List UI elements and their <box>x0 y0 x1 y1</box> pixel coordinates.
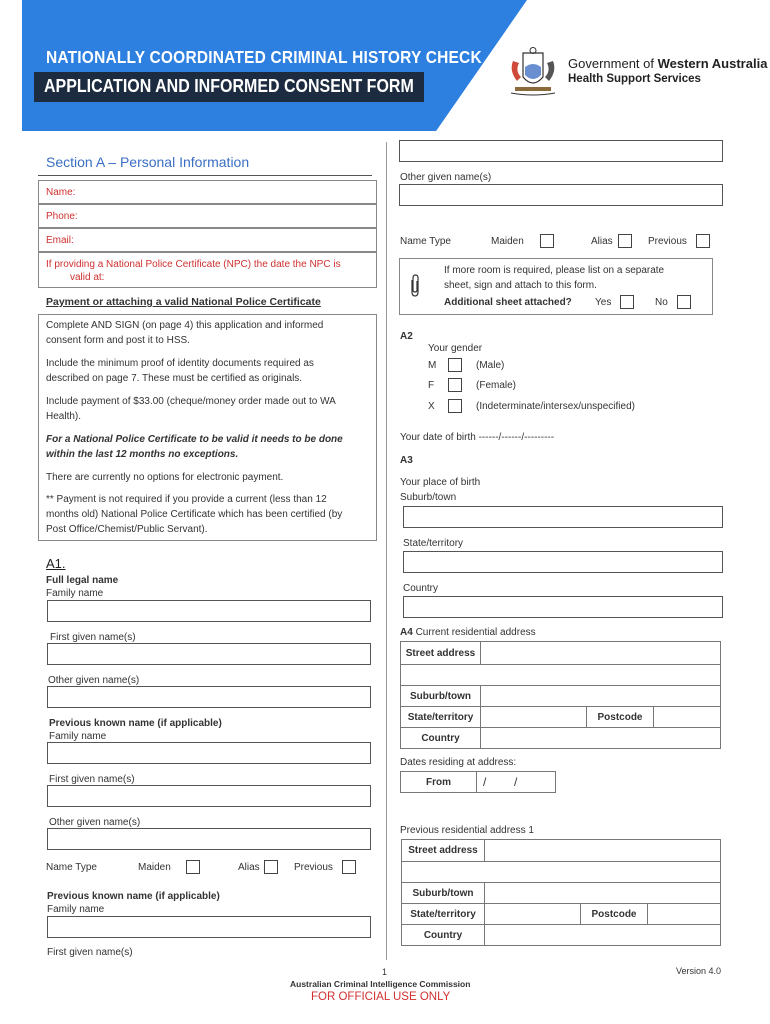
alias-checkbox[interactable] <box>264 860 278 874</box>
right-other-given-input[interactable] <box>399 184 723 206</box>
prev-street-address-cell: Street address <box>401 839 485 862</box>
prev-suburb-town-input[interactable] <box>484 882 721 904</box>
female-label: (Female) <box>476 380 517 391</box>
male-label: (Male) <box>476 360 505 371</box>
pob-state-input[interactable] <box>403 551 723 573</box>
name-type-label: Name Type <box>46 862 97 873</box>
right-alias-checkbox[interactable] <box>618 234 632 248</box>
right-previous-label: Previous <box>648 236 687 247</box>
no-label: No <box>655 297 668 308</box>
prev-suburb-town-cell: Suburb/town <box>401 882 485 904</box>
dob-label[interactable]: Your date of birth ------/------/--------- <box>400 432 555 443</box>
payment-info-p1: Complete AND SIGN (on page 4) this application and informed consent form and post it to HSS. <box>46 320 324 346</box>
state-territory-input[interactable] <box>480 706 587 728</box>
pob-country-label: Country <box>403 583 439 594</box>
pob-label: Your place of birth <box>400 477 481 488</box>
other-given-label: Other given name(s) <box>48 675 140 686</box>
a3-heading: A3 <box>400 455 413 466</box>
prev-country-cell: Country <box>401 924 485 946</box>
gender-x-checkbox[interactable] <box>448 399 462 413</box>
street-address-input-2[interactable] <box>400 664 721 686</box>
prev-state-territory-cell: State/territory <box>401 903 485 925</box>
previous-checkbox[interactable] <box>342 860 356 874</box>
postcode-input[interactable] <box>653 706 721 728</box>
maiden-label: Maiden <box>138 862 171 873</box>
prev-postcode-cell: Postcode <box>580 903 648 925</box>
agency-name: Australian Criminal Intelligence Commission <box>290 979 471 989</box>
a4-heading: A4 Current residential address <box>400 627 536 638</box>
government-name: Government of Western Australia <box>568 56 768 71</box>
prev-family-name-input-2[interactable] <box>47 916 371 938</box>
right-alias-label: Alias <box>591 236 613 247</box>
pob-suburb-input[interactable] <box>403 506 723 528</box>
state-territory-cell: State/territory <box>400 706 481 728</box>
section-a-underline <box>38 175 372 176</box>
dates-residing-label: Dates residing at address: <box>400 757 517 768</box>
email-label: Email: <box>46 235 74 246</box>
section-a-title: Section A – Personal Information <box>46 154 250 170</box>
prev-state-territory-input[interactable] <box>484 903 581 925</box>
header-title-line1: NATIONALLY COORDINATED CRIMINAL HISTORY CHECK <box>46 48 482 68</box>
gender-x-label: X <box>428 401 435 412</box>
other-given-input[interactable] <box>47 686 371 708</box>
payment-info-p6: ** Payment is not required if you provide a current (less than 12 months old) National Police Certificate which has been certified (by Post Office/Chemist/Public Servant). <box>46 494 343 535</box>
yes-label: Yes <box>595 297 612 308</box>
prev-first-given-label-2: First given name(s) <box>47 947 133 958</box>
payment-info-p2: Include the minimum proof of identity documents required as described on page 7. These must be certified as originals. <box>46 358 314 384</box>
gender-male-checkbox[interactable] <box>448 358 462 372</box>
prev-family-name-label-2: Family name <box>47 904 105 915</box>
prev-res-label: Previous residential address 1 <box>400 825 534 836</box>
prev-family-name-input[interactable] <box>47 742 371 764</box>
name-row[interactable] <box>38 180 377 204</box>
gender-f-label: F <box>428 380 435 391</box>
email-row[interactable] <box>38 228 377 252</box>
prev-street-address-input-2[interactable] <box>401 861 721 883</box>
payment-info-p5: There are currently no options for electronic payment. <box>46 472 284 483</box>
yes-checkbox[interactable] <box>620 295 634 309</box>
right-maiden-label: Maiden <box>491 236 524 247</box>
prev-postcode-input[interactable] <box>647 903 721 925</box>
prev-family-name-label: Family name <box>49 731 107 742</box>
prev-other-given-label: Other given name(s) <box>49 817 141 828</box>
street-address-input[interactable] <box>480 641 721 665</box>
prev-known-label-2: Previous known name (if applicable) <box>47 891 220 902</box>
header-title-line2: APPLICATION AND INFORMED CONSENT FORM <box>44 77 414 97</box>
family-name-input[interactable] <box>47 600 371 622</box>
street-address-cell: Street address <box>400 641 481 665</box>
right-previous-checkbox[interactable] <box>696 234 710 248</box>
name-label: Name: <box>46 187 76 198</box>
right-maiden-checkbox[interactable] <box>540 234 554 248</box>
country-cell: Country <box>400 727 481 749</box>
country-input[interactable] <box>480 727 721 749</box>
phone-row[interactable] <box>38 204 377 228</box>
payment-heading: Payment or attaching a valid National Police Certificate <box>46 296 321 308</box>
a1-heading: A1. <box>46 556 66 571</box>
postcode-cell: Postcode <box>586 706 654 728</box>
from-date-slash-1: / <box>483 775 487 789</box>
from-cell: From <box>400 771 477 793</box>
alias-label: Alias <box>238 862 260 873</box>
full-legal-name-label: Full legal name <box>46 575 119 586</box>
maiden-checkbox[interactable] <box>186 860 200 874</box>
family-name-label: Family name <box>46 588 104 599</box>
right-top-input[interactable] <box>399 140 723 162</box>
prev-street-address-input[interactable] <box>484 839 721 862</box>
prev-first-given-input[interactable] <box>47 785 371 807</box>
version-label: Version 4.0 <box>676 966 722 976</box>
first-given-input[interactable] <box>47 643 371 665</box>
a2-heading: A2 <box>400 331 413 342</box>
right-other-given-label: Other given name(s) <box>400 172 492 183</box>
first-given-label: First given name(s) <box>50 632 136 643</box>
payment-info-p4: For a National Police Certificate to be valid it needs to be done within the last 12 months no exceptions. <box>46 434 343 460</box>
department-name: Health Support Services <box>568 73 701 85</box>
suburb-town-input[interactable] <box>480 685 721 707</box>
prev-other-given-input[interactable] <box>47 828 371 850</box>
paperclip-icon <box>409 274 421 298</box>
pob-state-label: State/territory <box>403 538 464 549</box>
gender-m-label: M <box>428 360 437 371</box>
suburb-town-cell: Suburb/town <box>400 685 481 707</box>
column-divider <box>386 142 387 960</box>
phone-label: Phone: <box>46 211 78 222</box>
page-number: 1 <box>382 967 388 977</box>
pob-country-input[interactable] <box>403 596 723 618</box>
npc-label-line1: If providing a National Police Certificate (NPC) the date the NPC is <box>46 259 341 270</box>
npc-label-line2: valid at: <box>70 272 105 283</box>
official-use-label: FOR OFFICIAL USE ONLY <box>311 991 451 1003</box>
gender-label: Your gender <box>428 343 483 354</box>
payment-info-p3: Include payment of $33.00 (cheque/money order made out to WA Health). <box>46 396 336 422</box>
pob-suburb-label: Suburb/town <box>400 492 457 503</box>
right-name-type-label: Name Type <box>400 236 451 247</box>
prev-first-given-label: First given name(s) <box>49 774 135 785</box>
additional-sheet-label: Additional sheet attached? <box>444 297 572 308</box>
wa-crest-icon <box>505 47 561 99</box>
more-room-text: If more room is required, please list on a separate sheet, sign and attach to this form. <box>444 265 665 291</box>
no-checkbox[interactable] <box>677 295 691 309</box>
previous-label: Previous <box>294 862 333 873</box>
gender-female-checkbox[interactable] <box>448 378 462 392</box>
prev-country-input[interactable] <box>484 924 721 946</box>
prev-known-label: Previous known name (if applicable) <box>49 718 222 729</box>
indeterminate-label: (Indeterminate/intersex/unspecified) <box>476 401 635 412</box>
from-date-slash-2: / <box>514 775 518 789</box>
